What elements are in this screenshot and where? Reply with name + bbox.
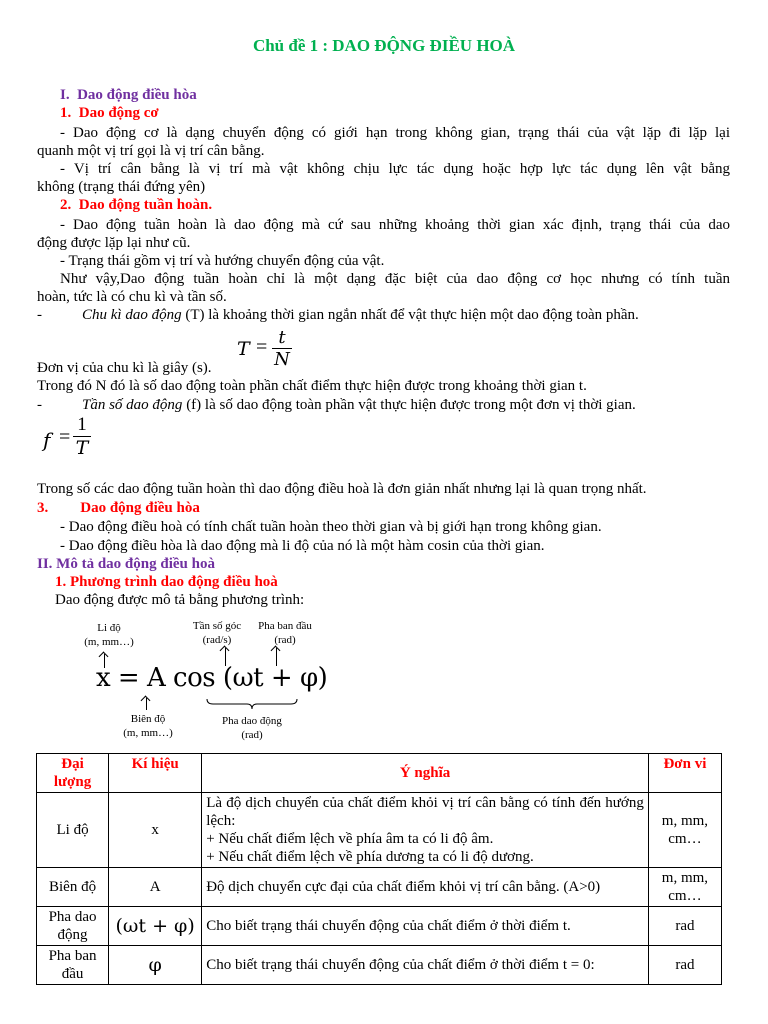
paragraph: Dao động được mô tả bằng phương trình: bbox=[55, 592, 305, 608]
cell-meaning: Cho biết trạng thái chuyển động của chất điểm ở thời điểm t = 0: bbox=[202, 946, 649, 985]
eq1-denominator: N bbox=[274, 349, 290, 370]
label-tan-so-goc: Tần số góc (rad/s) bbox=[192, 620, 242, 646]
paragraph: quanh một vị trí gọi là vị trí cân bằng. bbox=[37, 143, 265, 159]
cell-symbol: φ bbox=[109, 946, 202, 985]
eq2-fraction bbox=[73, 414, 91, 459]
paragraph: - Dao động cơ là dạng chuyển động có giới hạn trong không gian, trạng thái của vật lặp đi lặp lại bbox=[60, 125, 730, 141]
cell-symbol: (ωt + φ) bbox=[109, 907, 202, 946]
paragraph: Trong số các dao động tuần hoàn thì dao động điều hoà là đơn giản nhất nhưng lại là quan trọng nhất. bbox=[37, 481, 647, 497]
paragraph: - Chu kì dao động (T) là khoảng thời gian ngắn nhất để vật thực hiện một dao động toàn phần. bbox=[37, 307, 639, 323]
paragraph: - Vị trí cân bằng là vị trí mà vật không chịu lực tác dụng hoặc hợp lực tác dụng lên vật bằng bbox=[60, 161, 730, 177]
paragraph: - Dao động điều hoà có tính chất tuần hoàn theo thời gian và bị giới hạn trong không gian. bbox=[60, 519, 602, 535]
cell-symbol: A bbox=[109, 868, 202, 907]
section-1-title: Dao động điều hòa bbox=[77, 87, 197, 103]
table-row bbox=[37, 907, 722, 946]
section-1-heading bbox=[60, 86, 730, 104]
eq2-numerator: 1 bbox=[77, 414, 87, 435]
cell-unit: rad bbox=[648, 946, 721, 985]
cell-meaning: Cho biết trạng thái chuyển động của chất điểm ở thời điểm t. bbox=[202, 907, 649, 946]
cell-quantity: Pha ban đầu bbox=[37, 946, 109, 985]
cell-unit: m, mm, cm… bbox=[648, 868, 721, 907]
label-pha-ban-dau: Pha ban đầu (rad) bbox=[258, 620, 312, 646]
section-1-number: I. bbox=[60, 87, 70, 103]
eq1-lhs: T bbox=[237, 338, 250, 360]
header-dai-luong: Đại lượng bbox=[37, 754, 109, 793]
subsection-2-title: Dao động tuần hoàn. bbox=[78, 197, 213, 213]
cell-quantity: Biên độ bbox=[37, 868, 109, 907]
eq2-lhs: f bbox=[43, 428, 51, 452]
cell-meaning: Độ dịch chuyển cực đại của chất điểm khỏi vị trí cân bằng. (A>0) bbox=[202, 868, 649, 907]
page-title: Chủ đề 1 : DAO ĐỘNG ĐIỀU HOÀ bbox=[252, 36, 516, 55]
header-don-vi: Đơn vi bbox=[648, 754, 721, 793]
table-row bbox=[37, 868, 722, 907]
label-bien-do: Biên độ (m, mm…) bbox=[123, 713, 173, 739]
section-2-heading: II. Mô tả dao động điều hoà bbox=[37, 556, 215, 572]
cell-quantity: Pha dao động bbox=[37, 907, 109, 946]
eq1-numerator: t bbox=[278, 327, 286, 348]
paragraph: không (trạng thái đứng yên) bbox=[37, 179, 206, 195]
eq2-denominator: T bbox=[75, 437, 89, 459]
quantities-table bbox=[36, 753, 722, 985]
paragraph: - Trạng thái gồm vị trí và hướng chuyển động của vật. bbox=[60, 253, 385, 269]
table-header-row bbox=[37, 754, 722, 793]
arrow-up-icon bbox=[146, 698, 147, 710]
paragraph: Như vậy,Dao động tuần hoàn chỉ là một dạng đặc biệt của dao động cơ học nhưng có tính tuần bbox=[60, 271, 730, 287]
cell-unit: rad bbox=[648, 907, 721, 946]
term-tan-so: Tần số dao động bbox=[82, 397, 183, 413]
cell-quantity: Li độ bbox=[37, 793, 109, 868]
subsection-1-heading: 1. Dao động cơ bbox=[60, 105, 159, 121]
eq2-equals: = bbox=[59, 426, 71, 448]
paragraph: - Tần số dao động (f) là số dao động toàn phần vật thực hiện được trong một đơn vị thời gian. bbox=[37, 397, 636, 413]
subsection-2-heading: 2. Dao động tuần hoàn. bbox=[60, 197, 213, 213]
subsection-2-1-heading: 1. Phương trình dao động điều hoà bbox=[55, 574, 278, 590]
paragraph: - Dao động tuần hoàn là dao động mà cứ sau những khoảng thời gian xác định, trạng thái của dao bbox=[60, 217, 730, 233]
cell-meaning: Là độ dịch chuyển của chất điểm khỏi vị trí cân bằng có tính đến hướng lệch: + Nếu chất điểm lệch về phía âm ta có li độ âm. + Nếu chất điểm lệch về phía dương ta có li độ dương. bbox=[202, 793, 649, 868]
header-y-nghia: Ý nghĩa bbox=[202, 754, 649, 793]
paragraph: - Dao động điều hòa là dao động mà li độ của nó là một hàm cosin của thời gian. bbox=[60, 538, 545, 554]
label-li-do: Li độ (m, mm…) bbox=[84, 622, 134, 648]
term-chu-ki: Chu kì dao động bbox=[82, 307, 182, 323]
paragraph: động được lặp lại như cũ. bbox=[37, 235, 191, 251]
harmonic-equation: x = A cos (ωt + φ) bbox=[96, 663, 328, 693]
label-pha-dao-dong: Pha dao động (rad) bbox=[222, 715, 282, 741]
subsection-3-heading: 3. Dao động điều hòa bbox=[37, 500, 200, 516]
subsection-3-title: Dao động điều hòa bbox=[80, 500, 200, 516]
subsection-1-title: Dao động cơ bbox=[78, 105, 159, 121]
cell-unit: m, mm, cm… bbox=[648, 793, 721, 868]
cell-symbol: x bbox=[109, 793, 202, 868]
table-row bbox=[37, 946, 722, 985]
paragraph: Trong đó N đó là số dao động toàn phần chất điểm thực hiện được trong khoảng thời gian t. bbox=[37, 378, 587, 394]
paragraph: hoàn, tức là có chu kì và tần số. bbox=[37, 289, 227, 305]
table-row bbox=[37, 793, 722, 868]
header-ki-hieu: Kí hiệu bbox=[109, 754, 202, 793]
eq1-equals: = bbox=[256, 336, 268, 358]
brace-icon bbox=[205, 697, 300, 711]
paragraph: Đơn vị của chu kì là giây (s). bbox=[37, 360, 212, 376]
